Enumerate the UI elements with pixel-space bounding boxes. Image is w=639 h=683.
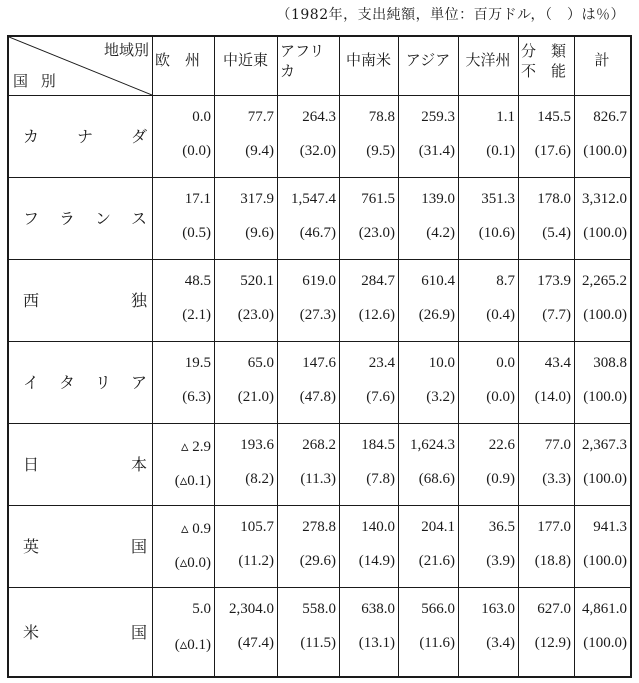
row-country-label — [9, 452, 152, 476]
table-caption: （1982年，支出純額，単位：百万ドル，（ ）は％） — [276, 7, 625, 23]
share-cell: (3.2) — [426, 389, 455, 405]
value-cell: 284.7 — [361, 273, 395, 289]
share-cell: (9.5) — [366, 143, 395, 159]
value-cell: 627.0 — [537, 601, 571, 617]
value-cell: 520.1 — [240, 273, 274, 289]
share-cell: (3.3) — [542, 471, 571, 487]
value-cell: 105.7 — [240, 519, 274, 535]
share-cell: (47.4) — [237, 635, 274, 651]
share-cell: (0.0) — [182, 143, 211, 159]
row-divider — [9, 177, 630, 178]
country-label-char: ン — [95, 209, 112, 228]
value-cell: 1.1 — [496, 109, 515, 125]
row-divider — [9, 259, 630, 260]
region-axis-label: 地域別 — [104, 41, 150, 59]
share-cell: (23.0) — [358, 225, 395, 241]
column-header: アフリカ — [280, 42, 325, 80]
country-label-char: ラ — [59, 209, 76, 228]
value-cell: 259.3 — [421, 109, 455, 125]
country-label-char: 米 — [23, 622, 40, 642]
share-cell: (100.0) — [583, 225, 627, 241]
share-cell: (11.5) — [300, 635, 336, 651]
value-cell: 184.5 — [361, 437, 395, 453]
share-cell: (4.2) — [426, 225, 455, 241]
share-cell: (▵0.1) — [174, 637, 211, 653]
share-cell: (0.9) — [486, 471, 515, 487]
share-cell: (17.6) — [534, 143, 571, 159]
value-cell: 5.0 — [192, 601, 211, 617]
value-cell: 36.5 — [488, 519, 515, 535]
country-label-char: タ — [59, 373, 76, 392]
country-label-char: ダ — [131, 127, 148, 146]
share-cell: (100.0) — [583, 143, 627, 159]
country-label-char: 西 — [23, 291, 40, 310]
value-cell: 4,861.0 — [582, 601, 627, 617]
column-header: 中南米 — [345, 51, 391, 69]
value-cell: 140.0 — [361, 519, 395, 535]
value-cell: 1,547.4 — [291, 191, 336, 207]
country-label-char: カ — [23, 127, 40, 146]
share-cell: (12.6) — [358, 307, 395, 323]
country-label-char: 独 — [131, 291, 148, 310]
share-cell: (2.1) — [182, 307, 211, 323]
row-divider — [9, 95, 630, 96]
share-cell: (68.6) — [418, 471, 455, 487]
share-cell: (13.1) — [358, 635, 395, 651]
country-axis-label: 国 別 — [13, 72, 60, 90]
value-cell: 77.7 — [247, 109, 274, 125]
share-cell: (31.4) — [418, 143, 455, 159]
share-cell: (10.6) — [478, 225, 515, 241]
share-cell: (100.0) — [583, 389, 627, 405]
value-cell: 278.8 — [302, 519, 336, 535]
share-cell: (21.6) — [418, 553, 455, 569]
value-cell: 178.0 — [537, 191, 571, 207]
share-cell: (32.0) — [299, 143, 336, 159]
row-divider — [9, 587, 630, 588]
column-header: 分 類 不 能 — [521, 42, 567, 80]
value-cell: 22.6 — [488, 437, 515, 453]
column-header: 計 — [594, 51, 610, 69]
share-cell: (0.4) — [486, 307, 515, 323]
value-cell: ▵ 2.9 — [180, 439, 211, 455]
value-cell: 163.0 — [481, 601, 515, 617]
share-cell: (▵0.0) — [174, 555, 211, 571]
value-cell: 558.0 — [302, 601, 336, 617]
value-cell: 65.0 — [247, 355, 274, 371]
country-label-char: 国 — [131, 537, 148, 556]
share-cell: (6.3) — [182, 389, 211, 405]
value-cell: 77.0 — [544, 437, 571, 453]
value-cell: 177.0 — [537, 519, 571, 535]
share-cell: (0.0) — [486, 389, 515, 405]
country-label-char: リ — [95, 373, 112, 392]
country-label-char: ナ — [77, 127, 94, 146]
row-country-label — [9, 288, 152, 312]
country-label-char: 英 — [23, 537, 40, 556]
value-cell: 204.1 — [421, 519, 455, 535]
value-cell: 43.4 — [544, 355, 571, 371]
country-label-char: 国 — [131, 622, 148, 642]
value-cell: 308.8 — [593, 355, 627, 371]
share-cell: (100.0) — [583, 553, 627, 569]
country-label-char: 日 — [23, 455, 40, 474]
column-header: 中近東 — [222, 51, 268, 69]
country-label-char: ス — [131, 209, 148, 228]
share-cell: (0.1) — [486, 143, 515, 159]
row-country-label — [9, 124, 152, 148]
share-cell: (46.7) — [299, 225, 336, 241]
share-cell: (7.6) — [366, 389, 395, 405]
column-header: 欧 州 — [155, 51, 201, 69]
share-cell: (5.4) — [542, 225, 571, 241]
value-cell: 268.2 — [302, 437, 336, 453]
share-cell: (14.0) — [534, 389, 571, 405]
share-cell: (18.8) — [534, 553, 571, 569]
column-header: 大洋州 — [465, 51, 511, 69]
value-cell: 0.0 — [496, 355, 515, 371]
value-cell: 78.8 — [368, 109, 395, 125]
value-cell: 17.1 — [184, 191, 211, 207]
country-label-char: フ — [23, 209, 40, 228]
share-cell: (9.6) — [245, 225, 274, 241]
value-cell: 941.3 — [593, 519, 627, 535]
share-cell: (27.3) — [299, 307, 336, 323]
column-header: アジア — [405, 51, 451, 69]
row-divider — [9, 341, 630, 342]
share-cell: (11.2) — [238, 553, 274, 569]
value-cell: 826.7 — [593, 109, 627, 125]
value-cell: 3,312.0 — [582, 191, 627, 207]
value-cell: 2,304.0 — [229, 601, 274, 617]
value-cell: 48.5 — [184, 273, 211, 289]
share-cell: (7.8) — [366, 471, 395, 487]
row-country-label — [9, 370, 152, 394]
value-cell: 23.4 — [368, 355, 395, 371]
country-label-char: ア — [131, 373, 148, 392]
share-cell: (0.5) — [182, 225, 211, 241]
row-country-label — [9, 534, 152, 558]
value-cell: 145.5 — [537, 109, 571, 125]
share-cell: (11.6) — [419, 635, 455, 651]
share-cell: (9.4) — [245, 143, 274, 159]
share-cell: (3.4) — [486, 635, 515, 651]
row-divider — [9, 423, 630, 424]
value-cell: 147.6 — [302, 355, 336, 371]
share-cell: (26.9) — [418, 307, 455, 323]
value-cell: 351.3 — [481, 191, 515, 207]
share-cell: (21.0) — [237, 389, 274, 405]
statistics-table — [7, 35, 632, 678]
value-cell: 638.0 — [361, 601, 395, 617]
country-label-char: イ — [23, 373, 40, 392]
share-cell: (3.9) — [486, 553, 515, 569]
value-cell: 173.9 — [537, 273, 571, 289]
share-cell: (100.0) — [583, 471, 627, 487]
value-cell: 610.4 — [421, 273, 455, 289]
share-cell: (100.0) — [583, 635, 627, 651]
value-cell: 19.5 — [184, 355, 211, 371]
row-country-label — [9, 620, 152, 644]
share-cell: (14.9) — [358, 553, 395, 569]
value-cell: 10.0 — [428, 355, 455, 371]
share-cell: (23.0) — [237, 307, 274, 323]
value-cell: 2,265.2 — [582, 273, 627, 289]
value-cell: 619.0 — [302, 273, 336, 289]
row-country-label — [9, 206, 152, 230]
share-cell: (12.9) — [534, 635, 571, 651]
share-cell: (100.0) — [583, 307, 627, 323]
share-cell: (29.6) — [299, 553, 336, 569]
value-cell: 761.5 — [361, 191, 395, 207]
share-cell: (11.3) — [300, 471, 336, 487]
value-cell: 8.7 — [496, 273, 515, 289]
value-cell: 317.9 — [240, 191, 274, 207]
value-cell: 264.3 — [302, 109, 336, 125]
value-cell: 2,367.3 — [582, 437, 627, 453]
share-cell: (7.7) — [542, 307, 571, 323]
share-cell: (8.2) — [245, 471, 274, 487]
value-cell: 566.0 — [421, 601, 455, 617]
row-divider — [9, 505, 630, 506]
value-cell: 0.0 — [192, 109, 211, 125]
value-cell: 1,624.3 — [410, 437, 455, 453]
share-cell: (47.8) — [299, 389, 336, 405]
value-cell: 139.0 — [421, 191, 455, 207]
share-cell: (▵0.1) — [174, 473, 211, 489]
country-label-char: 本 — [131, 455, 148, 474]
value-cell: 193.6 — [240, 437, 274, 453]
value-cell: ▵ 0.9 — [180, 521, 211, 537]
